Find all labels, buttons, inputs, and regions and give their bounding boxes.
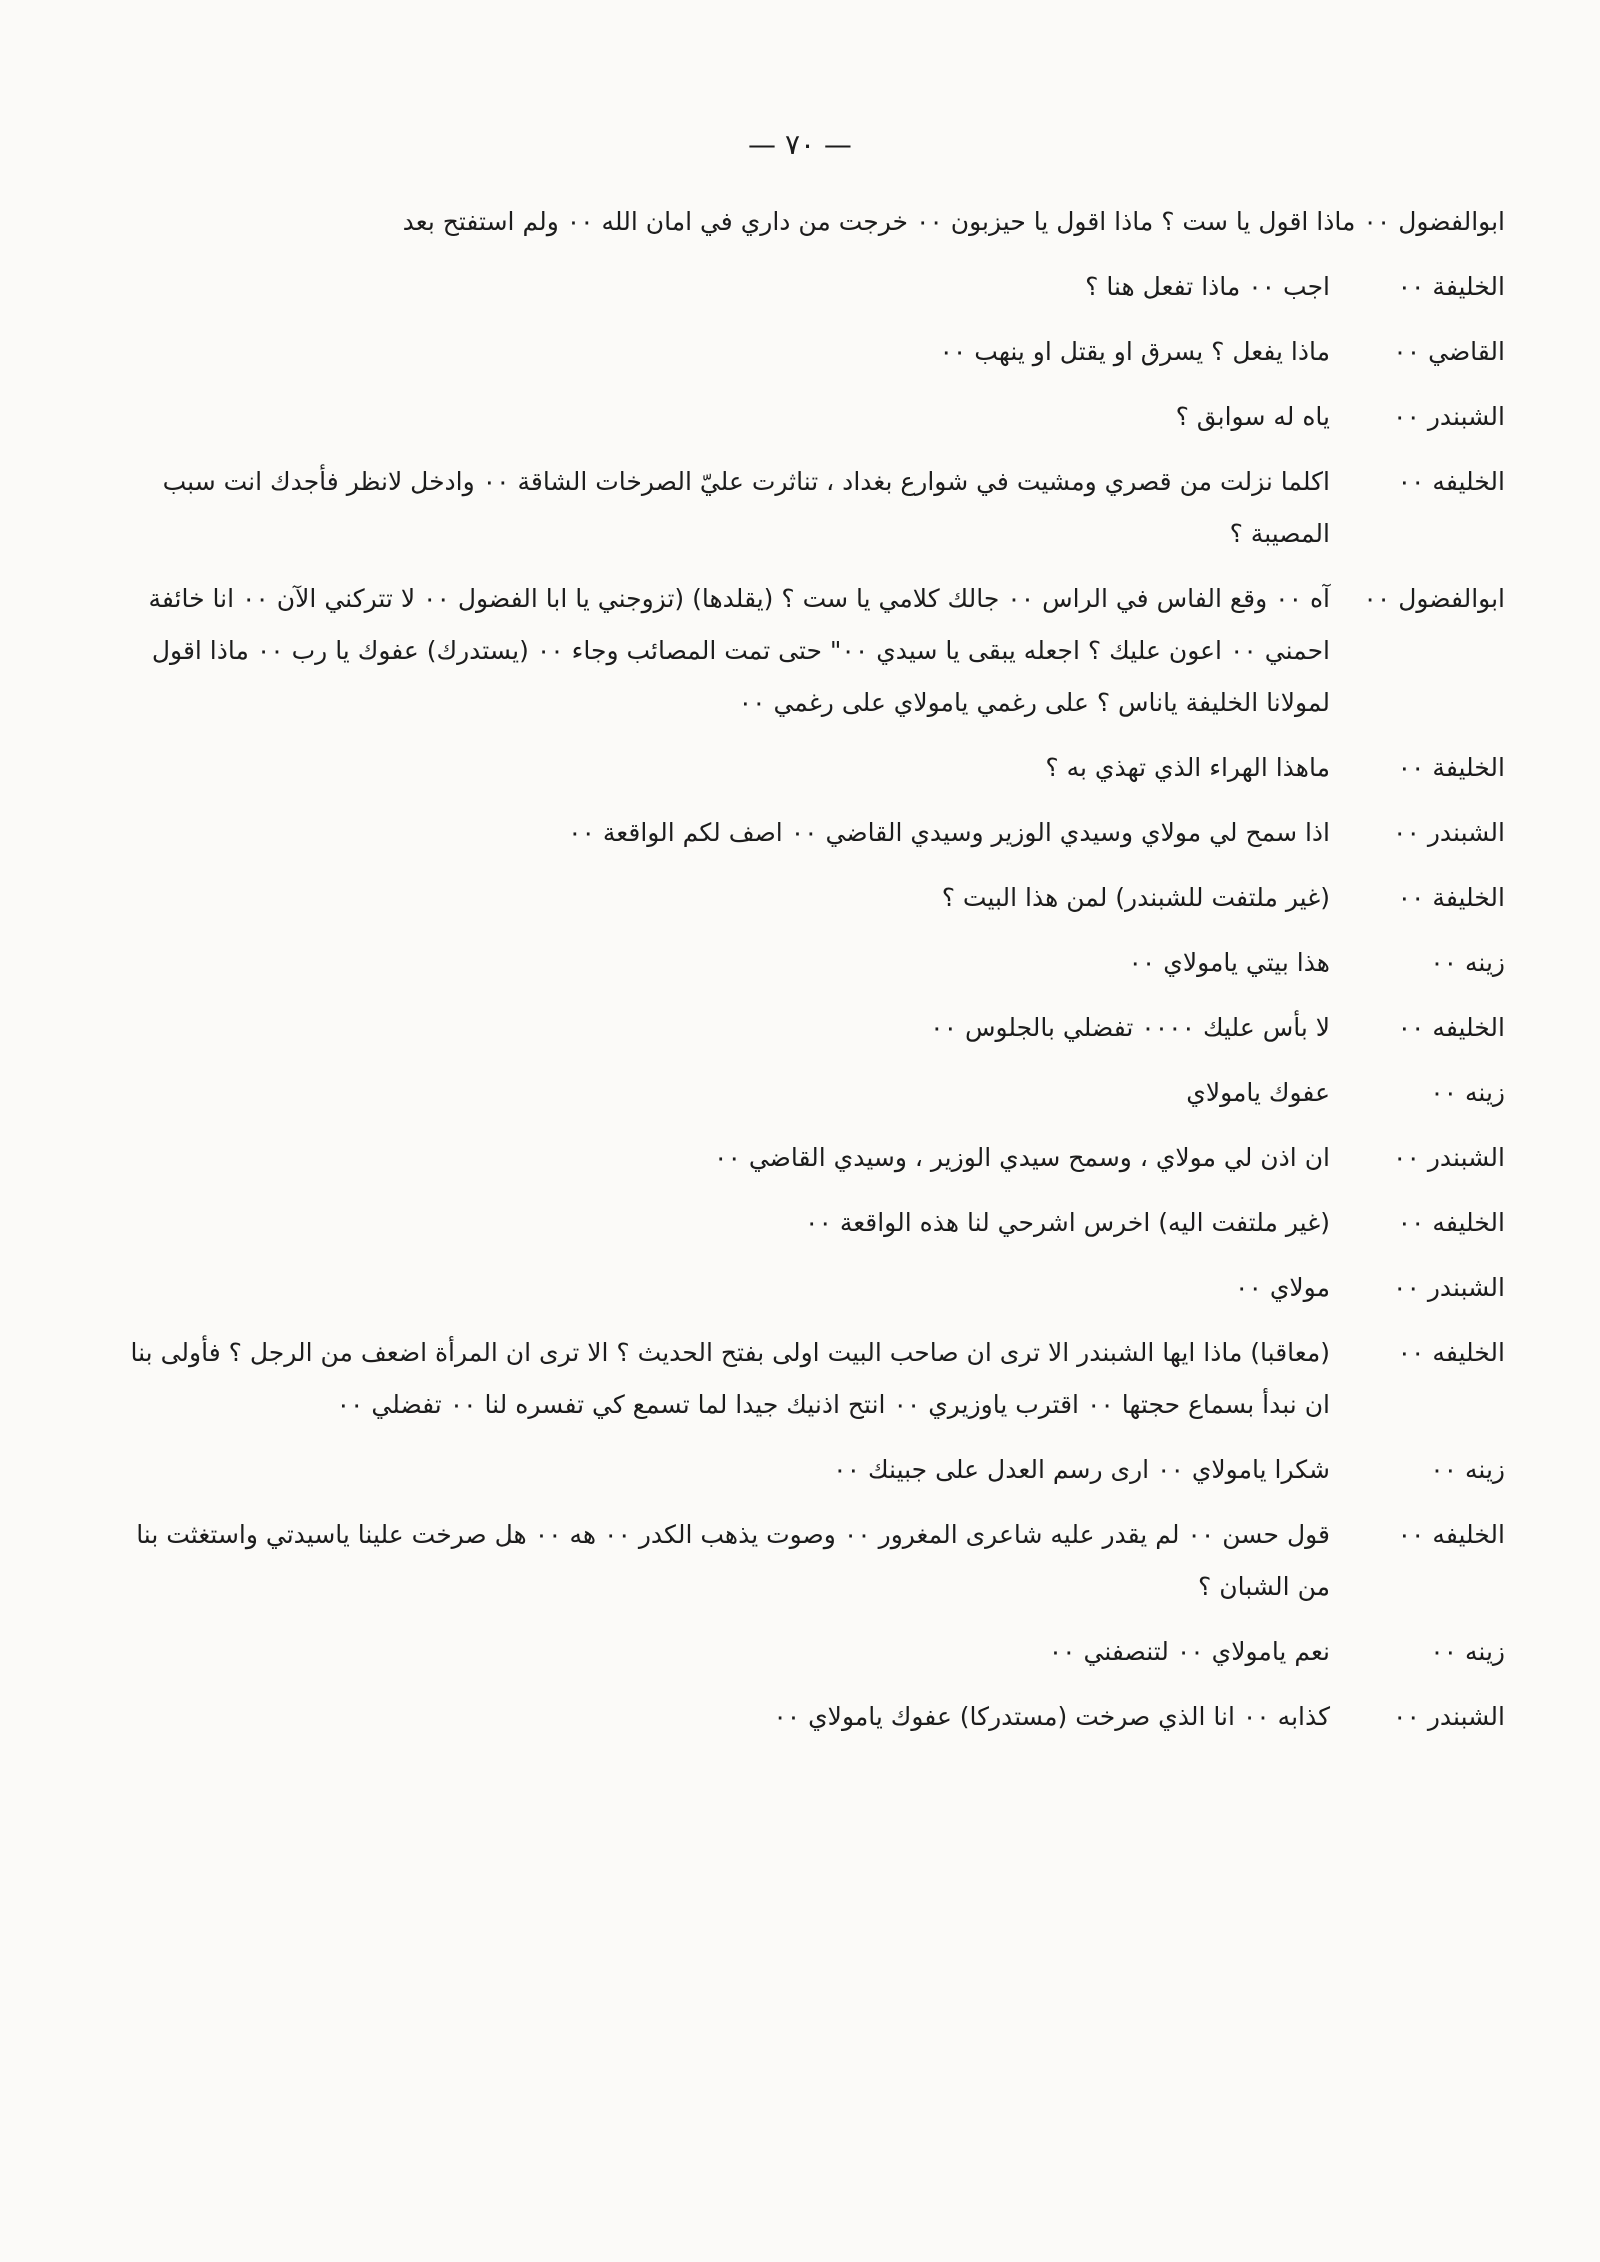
speaker-name: زينه ٠٠ — [1430, 1637, 1505, 1666]
dialogue-line: ياه له سوابق ؟ — [1175, 402, 1330, 431]
dialogue-line: (غير ملتفت للشبندر) لمن هذا البيت ؟ — [941, 883, 1330, 912]
dialogue-line: لا بأس عليك ٠٠٠٠ تفضلي بالجلوس ٠٠ — [930, 1013, 1330, 1042]
dialogue-line: (معاقبا) ماذا ايها الشبندر الا ترى ان صاحب البيت اولى بفتح الحديث ؟ الا ترى ان المرأة اضعف من الرجل ؟ فأولى بنا ان نبدأ بسماع حجتها ٠٠ اقترب ياوزيري ٠٠ انتح اذنيك جيدا لما تسمع كي تفسره لنا ٠٠ تفضلي ٠٠ — [130, 1338, 1330, 1419]
dialogue-entry — [105, 742, 1505, 794]
speaker-name: الشبندر ٠٠ — [1393, 1143, 1505, 1172]
dialogue-entry — [105, 1327, 1505, 1431]
speaker-name: القاضي ٠٠ — [1393, 337, 1505, 366]
dialogue-line: شكرا يامولاي ٠٠ ارى رسم العدل على جبينك ٠٠ — [833, 1455, 1330, 1484]
speaker-name: الشبندر ٠٠ — [1393, 1273, 1505, 1302]
page-number: — ٧٠ — — [748, 128, 852, 161]
speaker-name: زينه ٠٠ — [1430, 948, 1505, 977]
dialogue-line: قول حسن ٠٠ لم يقدر عليه شاعرى المغرور ٠٠ وصوت يذهب الكدر ٠٠ هه ٠٠ هل صرخت علينا ياسيدتي واستغثت بنا من الشبان ؟ — [136, 1520, 1330, 1601]
dialogue-entry — [105, 937, 1505, 989]
dialogue-line: ماهذا الهراء الذي تهذي به ؟ — [1045, 753, 1330, 782]
dialogue-entry — [105, 1002, 1505, 1054]
dialogue-entry — [105, 261, 1505, 313]
dialogue-entry — [105, 1262, 1505, 1314]
dialogue-line: مولاي ٠٠ — [1235, 1273, 1330, 1302]
dialogue-entry — [105, 391, 1505, 443]
dialogue-line: نعم يامولاي ٠٠ لتنصفني ٠٠ — [1048, 1637, 1330, 1666]
dialogue-line: (غير ملتفت اليه) اخرس اشرحي لنا هذه الواقعة ٠٠ — [805, 1208, 1330, 1237]
speaker-name: ابوالفضول ٠٠ — [1363, 207, 1505, 236]
dialogue-entry — [105, 1197, 1505, 1249]
speaker-name: الخليفه ٠٠ — [1397, 467, 1505, 496]
speaker-name: زينه ٠٠ — [1430, 1455, 1505, 1484]
speaker-name: زينه ٠٠ — [1430, 1078, 1505, 1107]
speaker-name: الشبندر ٠٠ — [1393, 1702, 1505, 1731]
speaker-name: الخليفه ٠٠ — [1397, 1338, 1505, 1367]
dialogue-line: ماذا يفعل ؟ يسرق او يقتل او ينهب ٠٠ — [939, 337, 1330, 366]
speaker-name: الخليفة ٠٠ — [1397, 753, 1505, 782]
dialogue-entry — [105, 807, 1505, 859]
dialogue-line: اكلما نزلت من قصري ومشيت في شوارع بغداد ، تناثرت عليّ الصرخات الشاقة ٠٠ وادخل لانظر فأجدك انت سبب المصيبة ؟ — [162, 467, 1330, 548]
dialogue-entry — [105, 1509, 1505, 1613]
dialogue-line: عفوك يامولاي — [1186, 1078, 1330, 1107]
speaker-name: الخليفه ٠٠ — [1397, 1013, 1505, 1042]
dialogue-line: اذا سمح لي مولاي وسيدي الوزير وسيدي القاضي ٠٠ اصف لكم الواقعة ٠٠ — [568, 818, 1330, 847]
dialogue-entry — [105, 1626, 1505, 1678]
speaker-name: الشبندر ٠٠ — [1393, 818, 1505, 847]
dialogue-entry — [105, 196, 1505, 248]
speaker-name: الخليفة ٠٠ — [1397, 272, 1505, 301]
dialogue-entry — [105, 1067, 1505, 1119]
dialogue-line: ان اذن لي مولاي ، وسمح سيدي الوزير ، وسيدي القاضي ٠٠ — [714, 1143, 1330, 1172]
speaker-name: الشبندر ٠٠ — [1393, 402, 1505, 431]
dialogue-entry — [105, 1691, 1505, 1743]
dialogue-line: هذا بيتي يامولاي ٠٠ — [1128, 948, 1330, 977]
dialogue-entry — [105, 872, 1505, 924]
dialogue-entry — [105, 573, 1505, 729]
speaker-name: الخليفة ٠٠ — [1397, 883, 1505, 912]
dialogue-entry — [105, 1444, 1505, 1496]
speaker-name: الخليفه ٠٠ — [1397, 1520, 1505, 1549]
dialogue-line: آه ٠٠ وقع الفاس في الراس ٠٠ جالك كلامي يا ست ؟ (يقلدها) (تزوجني يا ابا الفضول ٠٠ لا تتركني الآن ٠٠ انا خائفة احمني ٠٠ اعون عليك ؟ اجعله يبقى يا سيدي ٠٠" حتى تمت المصائب وجاء ٠٠ (يستدرك) عفوك يا رب ٠٠ ماذا اقول لمولانا الخليفة ياناس ؟ على رغمي يامولاي على رغمي ٠٠ — [148, 584, 1330, 717]
dialogue-entry — [105, 1132, 1505, 1184]
speaker-name: الخليفه ٠٠ — [1397, 1208, 1505, 1237]
dialogue-entry — [105, 456, 1505, 560]
dialogue-line: ماذا اقول يا ست ؟ ماذا اقول يا حيزبون ٠٠ خرجت من داري في امان الله ٠٠ ولم استفتح بعد — [402, 207, 1356, 236]
dialogue-line: اجب ٠٠ ماذا تفعل هنا ؟ — [1085, 272, 1330, 301]
dialogue-body — [105, 196, 1505, 1756]
dialogue-line: كذابه ٠٠ انا الذي صرخت (مستدركا) عفوك يامولاي ٠٠ — [773, 1702, 1330, 1731]
speaker-name: ابوالفضول ٠٠ — [1363, 584, 1505, 613]
dialogue-entry — [105, 326, 1505, 378]
